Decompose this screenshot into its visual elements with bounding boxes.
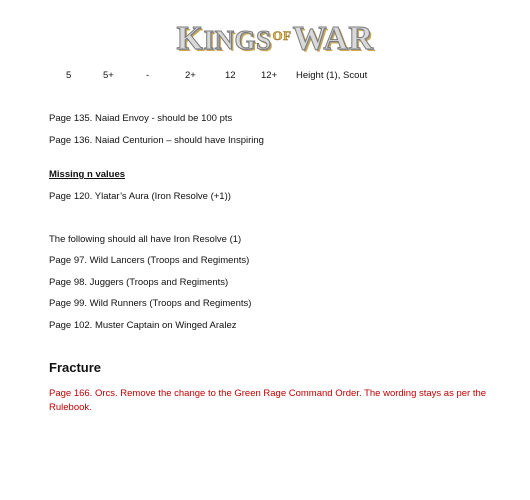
logo-ings: INGS (203, 25, 272, 55)
logo-of: OF (272, 28, 292, 43)
stat-nerve-rout: 12+ (261, 70, 278, 81)
stat-special: Height (1), Scout (296, 70, 368, 81)
kings-of-war-logo (170, 20, 380, 58)
stat-nerve-waver: 12 (225, 70, 236, 81)
fracture-erratum: Page 166. Orcs. Remove the change to the Green Rage Command Order. The wording stays as per the Rulebook. (49, 388, 487, 413)
iron-resolve-item: Page 98. Juggers (Troops and Regiments) (49, 277, 229, 288)
iron-resolve-item: Page 97. Wild Lancers (Troops and Regiments) (49, 255, 250, 266)
stat-ranged: - (146, 70, 150, 81)
iron-resolve-intro: The following should all have Iron Resolve (1) (49, 234, 242, 245)
erratum-naiad-centurion: Page 136. Naiad Centurion – should have Inspiring (49, 135, 264, 146)
missing-values-heading: Missing n values (49, 169, 126, 180)
section-title-fracture: Fracture (49, 360, 102, 375)
iron-resolve-item: Page 102. Muster Captain on Winged Aralez (49, 320, 237, 331)
unit-stat-line (0, 70, 530, 86)
iron-resolve-item: Page 99. Wild Runners (Troops and Regiments) (49, 298, 252, 309)
logo-war: WAR (292, 20, 374, 57)
stat-defense: 2+ (185, 70, 196, 81)
logo-letter-k: K (176, 20, 204, 57)
stat-speed: 5 (66, 70, 72, 81)
missing-values-item: Page 120. Ylatar’s Aura (Iron Resolve (+1)) (49, 191, 231, 202)
stat-melee: 5+ (103, 70, 114, 81)
erratum-naiad-envoy: Page 135. Naiad Envoy - should be 100 pts (49, 113, 233, 124)
